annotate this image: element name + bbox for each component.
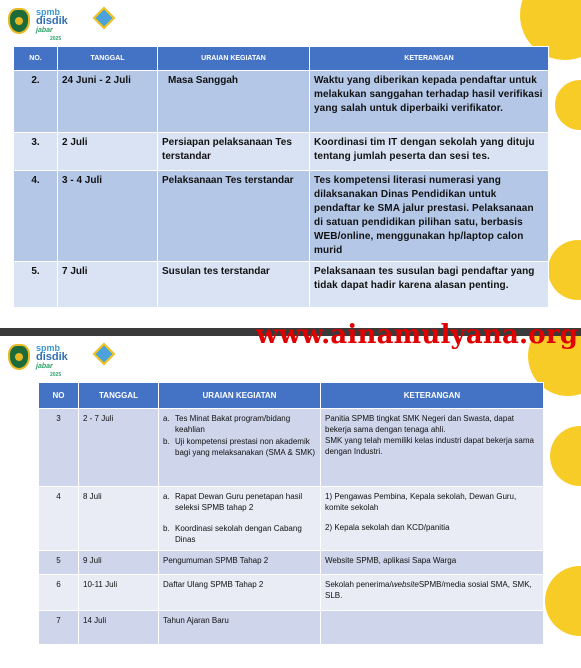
- west-java-emblem-icon: [8, 344, 30, 370]
- cell-keterangan: Sekolah penerima/websiteSPMB/media sosial SMA, SMK, SLB.: [321, 575, 544, 611]
- uraian-item-b: b. Uji kompetensi prestasi non akademik bagi yang melaksanakan (SMA & SMK): [163, 437, 316, 457]
- schedule-table-1: [13, 46, 549, 308]
- cell-uraian: Susulan tes terstandar: [158, 262, 310, 308]
- website-watermark: www.ainamulyana.org: [256, 320, 579, 350]
- keterangan-line: Panitia SPMB tingkat SMK Negeri dan Swasta, dapat bekerja sama dengan tenaga ahli.: [325, 414, 514, 434]
- cell-no: 5: [39, 551, 79, 575]
- cell-keterangan: [321, 611, 544, 645]
- table-row: [39, 611, 544, 645]
- table-row: [14, 133, 549, 171]
- cell-no: 2.: [14, 71, 58, 133]
- cell-no: 6: [39, 575, 79, 611]
- table-row: [39, 409, 544, 487]
- header-no: NO: [39, 383, 79, 409]
- yellow-petal-decoration: [550, 426, 581, 486]
- table-row: [14, 262, 549, 308]
- keterangan-italic-word: website: [391, 580, 419, 589]
- table-row: [14, 71, 549, 133]
- cell-no: 4.: [14, 171, 58, 262]
- cell-uraian: [159, 409, 321, 487]
- keterangan-line: SMK yang telah memiliki kelas industri dapat bekerja sama dengan Industri.: [325, 436, 534, 456]
- cell-tanggal: 2 Juli: [58, 133, 158, 171]
- cell-tanggal: 7 Juli: [58, 262, 158, 308]
- west-java-emblem-icon: [8, 8, 30, 34]
- logo-text-disdik: disdik: [36, 351, 68, 363]
- yellow-petal-decoration: [545, 566, 581, 636]
- logo-text-year: 2025: [50, 372, 62, 378]
- cell-no: 4: [39, 487, 79, 551]
- header-uraian: URAIAN KEGIATAN: [159, 383, 321, 409]
- uraian-item-a: a. Tes Minat Bakat program/bidang keahlian: [163, 414, 291, 434]
- table-row: [39, 551, 544, 575]
- cell-uraian: Tahun Ajaran Baru: [159, 611, 321, 645]
- keterangan-line: 1) Pengawas Pembina, Kepala sekolah, Dewan Guru, komite sekolah: [325, 492, 517, 512]
- header-uraian: URAIAN KEGIATAN: [158, 47, 310, 71]
- header-tanggal: TANGGAL: [79, 383, 159, 409]
- logo-text-year: 2025: [50, 36, 62, 42]
- table-header-row: [14, 47, 549, 71]
- uraian-item-a: a. Rapat Dewan Guru penetapan hasil seleksi SPMB tahap 2: [163, 492, 303, 512]
- cell-tanggal: 2 - 7 Juli: [79, 409, 159, 487]
- cell-tanggal: 24 Juni - 2 Juli: [58, 71, 158, 133]
- cell-keterangan: Tes kompetensi literasi numerasi yang dilaksanakan Dinas Pendidikan untuk pendaftar ke SMA jalur prestasi. Pelaksanaan di satuan pendidikan pilihan satu, berbasis WEB/online, menggunakan hp/laptop calon murid: [310, 171, 549, 262]
- logo-text-disdik: disdik: [36, 15, 68, 27]
- table-row: [39, 487, 544, 551]
- cell-uraian: Daftar Ulang SPMB Tahap 2: [159, 575, 321, 611]
- cell-no: 3: [39, 409, 79, 487]
- header-tanggal: TANGGAL: [58, 47, 158, 71]
- cell-keterangan: Pelaksanaan tes susulan bagi pendaftar yang tidak dapat hadir karena alasan penting.: [310, 262, 549, 308]
- logo-diamond-icon: [93, 343, 116, 366]
- cell-tanggal: 10-11 Juli: [79, 575, 159, 611]
- cell-keterangan: Website SPMB, aplikasi Sapa Warga: [321, 551, 544, 575]
- slide-1: [0, 0, 581, 328]
- logo-diamond-icon: [93, 7, 116, 30]
- table-header-row: [39, 383, 544, 409]
- cell-keterangan: Waktu yang diberikan kepada pendaftar untuk melakukan sanggahan terhadap hasil verifikasi yang salah untuk diperbaiki verifikator.: [310, 71, 549, 133]
- uraian-item-b: b. Koordinasi sekolah dengan Cabang Dinas: [163, 524, 302, 544]
- logo-text-jabar: jabar: [36, 27, 53, 34]
- cell-tanggal: 3 - 4 Juli: [58, 171, 158, 262]
- yellow-petal-decoration: [548, 240, 581, 300]
- cell-tanggal: 14 Juli: [79, 611, 159, 645]
- schedule-table-2: [38, 382, 544, 645]
- logo-text-spmb: spmb: [36, 7, 61, 17]
- cell-keterangan: [321, 409, 544, 487]
- yellow-petal-decoration: [555, 80, 581, 130]
- cell-tanggal: 9 Juli: [79, 551, 159, 575]
- cell-no: 7: [39, 611, 79, 645]
- spmb-disdik-jabar-logo: [8, 344, 68, 380]
- header-keterangan: KETERANGAN: [321, 383, 544, 409]
- cell-keterangan: Koordinasi tim IT dengan sekolah yang dituju tentang jumlah peserta dan sesi tes.: [310, 133, 549, 171]
- logo-text-spmb: spmb: [36, 343, 61, 353]
- keterangan-line: 2) Kepala sekolah dan KCD/panitia: [325, 523, 450, 532]
- cell-uraian: Masa Sanggah: [158, 71, 310, 133]
- table-row: [39, 575, 544, 611]
- cell-no: 3.: [14, 133, 58, 171]
- cell-tanggal: 8 Juli: [79, 487, 159, 551]
- header-no: NO.: [14, 47, 58, 71]
- cell-keterangan: [321, 487, 544, 551]
- table-row: [14, 171, 549, 262]
- cell-uraian: [159, 487, 321, 551]
- header-keterangan: KETERANGAN: [310, 47, 549, 71]
- cell-uraian: Pengumuman SPMB Tahap 2: [159, 551, 321, 575]
- spmb-disdik-jabar-logo: [8, 8, 68, 44]
- cell-uraian: Persiapan pelaksanaan Tes terstandar: [158, 133, 310, 171]
- cell-uraian: Pelaksanaan Tes terstandar: [158, 171, 310, 262]
- logo-text-jabar: jabar: [36, 363, 53, 370]
- cell-no: 5.: [14, 262, 58, 308]
